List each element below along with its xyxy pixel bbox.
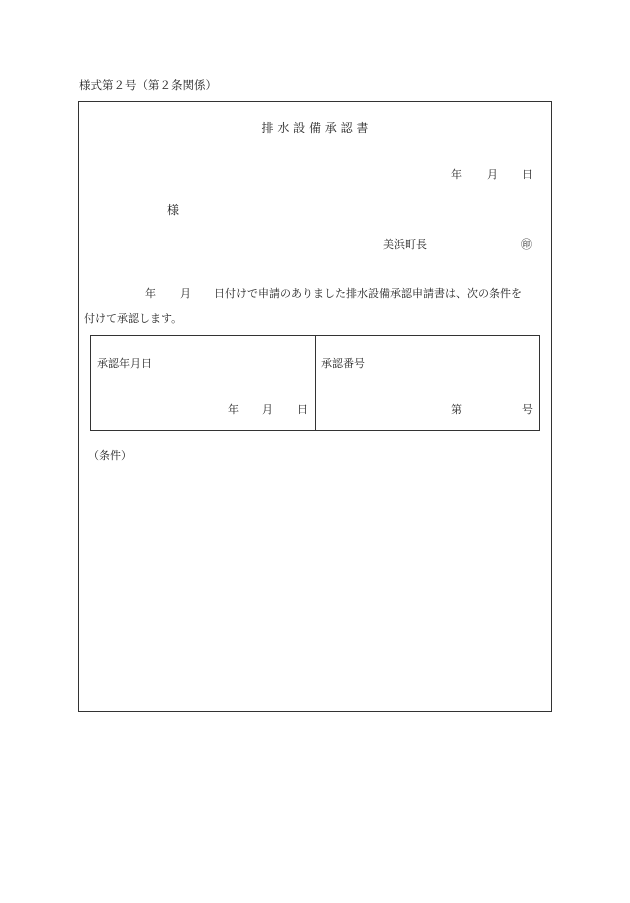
document-title: 排 水 設 備 承 認 書: [261, 121, 369, 135]
body-text-line2: 付けて承認します。: [84, 312, 183, 325]
body-text-line1: 日付けで申請のありました排水設備承認申請書は、次の条件を: [214, 287, 522, 300]
seal-mark: ㊞: [521, 238, 532, 251]
header-date-month: 月: [487, 168, 498, 181]
issuer-name: 美浜町長: [383, 238, 427, 251]
approval-number-label: 承認番号: [321, 357, 365, 370]
approval-table: [90, 335, 540, 431]
conditions-label: （条件）: [88, 449, 132, 462]
approval-date-label: 承認年月日: [97, 357, 152, 370]
approval-date-day: 日: [297, 403, 308, 416]
approval-date-year: 年: [228, 403, 239, 416]
form-number-label: 様式第２号（第２条関係）: [79, 78, 217, 92]
approval-number-prefix: 第: [451, 403, 462, 416]
header-date-year: 年: [451, 168, 462, 181]
body-year: 年: [145, 287, 156, 300]
addressee-honorific: 様: [167, 203, 180, 217]
body-month: 月: [180, 287, 191, 300]
approval-number-suffix: 号: [522, 403, 533, 416]
header-date-day: 日: [522, 168, 533, 181]
approval-date-month: 月: [262, 403, 273, 416]
table-divider: [315, 336, 316, 430]
